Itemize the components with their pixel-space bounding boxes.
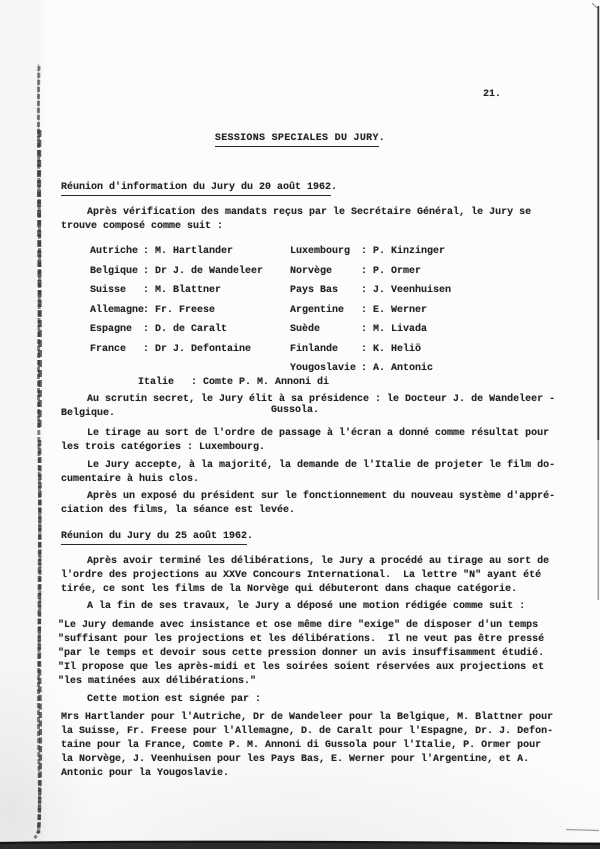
paragraph-line: cumentaire à huis clos. — [61, 474, 200, 485]
motion-line: "Le Jury demande avec insistance et ose même dire "exige" de disposer d'un temps — [58, 620, 539, 631]
delegate-name: : A. Antonic — [361, 363, 434, 374]
paragraph-deliberations — [61, 555, 549, 597]
jury-row — [90, 245, 570, 259]
delegate-name: : D. de Caralt — [143, 324, 228, 335]
jury-row — [90, 304, 570, 318]
binding-edge-artifact — [35, 66, 40, 838]
country-label: Belgique — [90, 265, 139, 277]
country-label: Yougoslavie — [290, 363, 357, 374]
paragraph-line: l'ordre des projections au XXVe Concours International. La lettre "N" ayant été — [61, 570, 542, 581]
delegate-name: : Dr J. Defontaine — [143, 343, 252, 355]
paragraph-line: taine pour la France, Comte P. M. Annoni di Gussola pour l'Italie, P. Ormer pour — [61, 740, 542, 751]
paragraph-huis-clos — [61, 459, 555, 487]
jury-row — [90, 284, 570, 298]
country-label: Italie — [138, 377, 175, 388]
scan-dash — [566, 830, 599, 831]
section-heading-reunion-20-aout: Réunion d'information du Jury du 20 août 1962. — [61, 181, 337, 195]
paragraph-line: Le tirage au sort de l'ordre de passage à l'écran a donné comme résultat pour — [87, 428, 550, 439]
motion-line: "Il propose que les après-midi et les soirées soient réservées aux projections et — [58, 662, 545, 673]
paragraph-line: trouve composé comme suit : — [61, 221, 224, 232]
jury-row — [90, 323, 570, 337]
delegate-name: : Fr. Freese — [143, 304, 216, 316]
paragraph-line: ciation des films, la séance est levée. — [61, 505, 296, 516]
paragraph-line: Belgique. — [61, 408, 116, 419]
delegate-name-continuation: Gussola. — [271, 405, 320, 416]
country-label: Argentine — [290, 304, 345, 316]
bottom-scan-band — [0, 842, 600, 844]
paragraph-line: Le Jury accepte, à la majorité, la demande de l'Italie de projeter le film do- — [87, 460, 556, 471]
page-number: 21. — [483, 89, 502, 100]
country-label: Luxembourg — [290, 246, 351, 257]
delegate-name: : E. Werner — [361, 304, 428, 316]
corner-scan-mark — [592, 3, 597, 8]
jury-row — [90, 343, 570, 357]
paragraph-line: la Norvège, J. Veenhuisen pour les Pays Bas, E. Werner pour l'Argentine, et A. — [61, 754, 530, 765]
paragraph-signed-intro — [61, 693, 261, 707]
delegate-name: : M. Blattner — [143, 285, 222, 296]
document-title-period: . — [378, 133, 386, 144]
paragraph-line: Après avoir terminé les délibérations, le Jury a procédé au tirage au sort de — [87, 556, 550, 567]
paragraph-line: Au scrutin secret, le Jury élit à sa présidence : le Docteur J. de Wandeleer - — [87, 394, 556, 405]
paragraph-line: la Suisse, Fr. Freese pour l'Allemagne, D. de Caralt pour l'Espagne, Dr. J. Defon- — [61, 726, 554, 737]
country-label: Suède — [290, 324, 321, 335]
delegate-name: : P. Kinzinger — [361, 246, 446, 257]
paragraph-line: tirée, ce sont les films de la Norvège qui débuteront dans chaque catégorie. — [61, 584, 518, 595]
paragraph-line: Cette motion est signée par : — [87, 694, 262, 705]
country-label: France — [90, 343, 127, 355]
delegate-name: : M. Livada — [361, 324, 428, 335]
motion-line: "les matinées aux délibérations." — [58, 676, 257, 687]
delegate-name: : Comte P. M. Annoni di — [191, 377, 330, 388]
country-label: Espagne — [90, 324, 133, 335]
jury-row — [90, 265, 570, 279]
country-label: Pays Bas — [290, 285, 339, 296]
document-title-text: SESSIONS SPECIALES DU JURY — [215, 133, 379, 147]
paragraph-tirage — [61, 427, 549, 455]
country-label: Autriche — [90, 246, 139, 257]
motion-quote — [58, 619, 544, 689]
motion-line: "suffisant pour les projections et les délibérations. Il ne veut pas être pressé — [58, 634, 545, 645]
country-label: Finlande — [290, 343, 339, 355]
country-label: Norvège — [290, 265, 333, 277]
country-label: Allemagne — [90, 304, 145, 316]
delegate-name: : P. Ormer — [361, 265, 422, 277]
paragraph-expose — [61, 490, 555, 518]
motion-line: "par le temps et devoir sous cette pression donner un avis insuffisamment étudié. — [58, 648, 545, 659]
paragraph-scrutin — [61, 393, 555, 421]
bottom-scan-band — [0, 843, 600, 849]
section-heading-reunion-25-aout: Réunion du Jury du 25 août 1962. — [61, 530, 253, 544]
binding-edge-artifact — [39, 130, 40, 430]
country-label: Suisse — [90, 285, 127, 296]
paragraph-line: Après vérification des mandats reçus par le Secrétaire Général, le Jury se — [87, 207, 532, 218]
paragraph-line: les trois catégories : Luxembourg. — [61, 442, 266, 453]
delegate-name: : M. Hartlander — [143, 246, 234, 257]
paragraph-line: Après un exposé du président sur le fonctionnement du nouveau système d'appré- — [87, 491, 556, 502]
delegate-name: : Dr J. de Wandeleer — [143, 265, 264, 277]
delegate-name: : J. Veenhuisen — [361, 285, 452, 296]
binding-edge-artifact — [39, 440, 41, 833]
paragraph-line: Mrs Hartlander pour l'Autriche, Dr de Wandeleer pour la Belgique, M. Blattner pour — [61, 712, 554, 723]
paragraph-motion-intro — [61, 600, 525, 614]
document-title — [0, 132, 600, 146]
delegate-name: : K. Heliö — [361, 343, 422, 355]
paragraph-line: A la fin de ses travaux, le Jury a déposé une motion rédigée comme suit : — [87, 601, 526, 612]
paragraph-signers — [61, 711, 553, 781]
intro-paragraph — [61, 206, 531, 234]
paragraph-line: Antonic pour la Yougoslavie. — [61, 768, 230, 779]
